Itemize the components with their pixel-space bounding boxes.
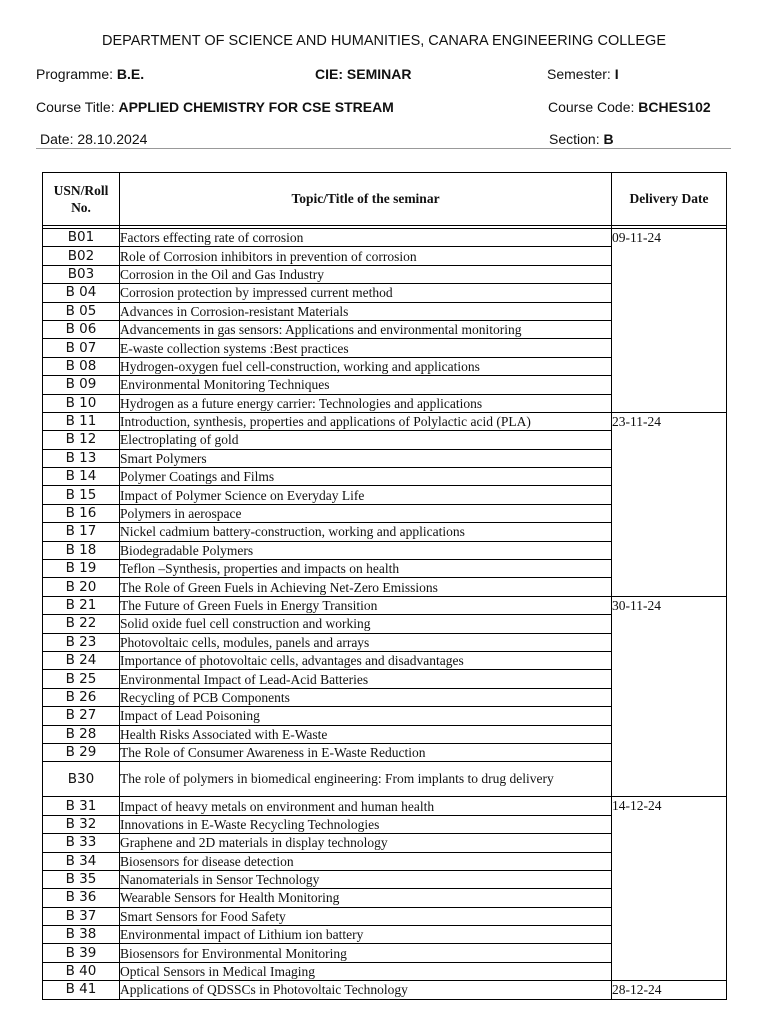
usn-column-header — [43, 173, 120, 226]
usn-cell: B 38 — [43, 926, 120, 944]
date-row — [36, 131, 736, 149]
programme-value: B.E. — [116, 66, 145, 82]
usn-cell: B 28 — [43, 725, 120, 743]
department-heading: DEPARTMENT OF SCIENCE AND HUMANITIES, CANARA ENGINEERING COLLEGE — [102, 33, 666, 49]
semester-value: I — [614, 66, 619, 82]
course-title-label: Course Title: — [36, 99, 119, 115]
course-code-field — [548, 99, 711, 115]
usn-cell: B 25 — [43, 670, 120, 688]
topic-cell: Photovoltaic cells, modules, panels and arrays — [120, 633, 612, 651]
topic-cell: Environmental impact of Lithium ion battery — [120, 926, 612, 944]
topic-cell: Biodegradable Polymers — [120, 541, 612, 559]
usn-cell: B 39 — [43, 944, 120, 962]
topic-cell: Smart Sensors for Food Safety — [120, 907, 612, 925]
section-value: B — [603, 131, 614, 147]
usn-cell: B 07 — [43, 339, 120, 357]
usn-cell: B 04 — [43, 284, 120, 302]
usn-cell: B 13 — [43, 449, 120, 467]
usn-cell: B 35 — [43, 870, 120, 888]
table-header-row — [43, 173, 727, 226]
topic-cell: Introduction, synthesis, properties and applications of Polylactic acid (PLA) — [120, 412, 612, 430]
usn-cell: B 21 — [43, 596, 120, 614]
topic-cell: Impact of Lead Poisoning — [120, 707, 612, 725]
topic-cell: Graphene and 2D materials in display technology — [120, 834, 612, 852]
topic-cell: Optical Sensors in Medical Imaging — [120, 962, 612, 980]
course-title-value: APPLIED CHEMISTRY FOR CSE STREAM — [118, 99, 394, 115]
programme-field — [36, 66, 144, 82]
topic-cell: Impact of heavy metals on environment and human health — [120, 797, 612, 815]
table-row — [43, 412, 727, 430]
date-column-header: Delivery Date — [612, 173, 727, 226]
table-row — [43, 229, 727, 247]
table-row — [43, 797, 727, 815]
delivery-date-cell: 30-11-24 — [612, 596, 727, 797]
delivery-date-cell: 23-11-24 — [612, 412, 727, 596]
usn-cell: B 24 — [43, 651, 120, 669]
seminar-rows — [43, 229, 727, 1000]
semester-label: Semester: — [547, 66, 615, 82]
usn-cell: B 11 — [43, 412, 120, 430]
course-code-value: BCHES102 — [638, 99, 711, 115]
topic-cell: Impact of Polymer Science on Everyday Life — [120, 486, 612, 504]
topic-cell: The Role of Green Fuels in Achieving Net-Zero Emissions — [120, 578, 612, 596]
usn-cell: B 18 — [43, 541, 120, 559]
usn-cell: B 14 — [43, 468, 120, 486]
usn-cell: B 41 — [43, 981, 120, 999]
topic-cell: Wearable Sensors for Health Monitoring — [120, 889, 612, 907]
topic-cell: Smart Polymers — [120, 449, 612, 467]
topic-cell: E-waste collection systems :Best practices — [120, 339, 612, 357]
topic-cell: Biosensors for Environmental Monitoring — [120, 944, 612, 962]
topic-cell: Polymer Coatings and Films — [120, 468, 612, 486]
usn-cell: B 08 — [43, 357, 120, 375]
usn-cell: B01 — [43, 229, 120, 247]
topic-cell: Electroplating of gold — [120, 431, 612, 449]
programme-row — [36, 66, 736, 84]
topic-cell: Hydrogen-oxygen fuel cell-construction, working and applications — [120, 357, 612, 375]
delivery-date-cell: 14-12-24 — [612, 797, 727, 981]
topic-cell: Environmental Impact of Lead-Acid Batteries — [120, 670, 612, 688]
topic-cell: The Future of Green Fuels in Energy Transition — [120, 596, 612, 614]
section-label: Section: — [549, 131, 604, 147]
usn-cell: B 20 — [43, 578, 120, 596]
course-code-label: Course Code: — [548, 99, 639, 115]
usn-cell: B 40 — [43, 962, 120, 980]
topic-cell: Role of Corrosion inhibitors in prevention of corrosion — [120, 247, 612, 265]
topic-cell: Factors effecting rate of corrosion — [120, 229, 612, 247]
usn-cell: B02 — [43, 247, 120, 265]
cie-label: CIE: SEMINAR — [315, 66, 412, 82]
delivery-date-cell: 28-12-24 — [612, 981, 727, 999]
usn-cell: B 17 — [43, 523, 120, 541]
topic-cell: Advancements in gas sensors: Applications and environmental monitoring — [120, 320, 612, 338]
table-row — [43, 596, 727, 614]
topic-cell: Hydrogen as a future energy carrier: Technologies and applications — [120, 394, 612, 412]
topic-cell: Innovations in E-Waste Recycling Technologies — [120, 815, 612, 833]
usn-cell: B 26 — [43, 688, 120, 706]
usn-cell: B 23 — [43, 633, 120, 651]
usn-cell: B 15 — [43, 486, 120, 504]
usn-cell: B 36 — [43, 889, 120, 907]
programme-label: Programme: — [36, 66, 117, 82]
course-row — [36, 99, 736, 117]
usn-cell: B 29 — [43, 743, 120, 761]
usn-header-line1: USN/Roll — [53, 183, 109, 198]
seminar-table — [42, 172, 727, 1000]
usn-cell: B 22 — [43, 615, 120, 633]
section-field — [549, 131, 614, 147]
topic-cell: Solid oxide fuel cell construction and working — [120, 615, 612, 633]
usn-cell: B30 — [43, 762, 120, 797]
topic-cell: Recycling of PCB Components — [120, 688, 612, 706]
usn-cell: B 05 — [43, 302, 120, 320]
date-label: Date: 28.10.2024 — [40, 131, 148, 147]
topic-cell: Teflon –Synthesis, properties and impacts on health — [120, 560, 612, 578]
topic-cell: Corrosion in the Oil and Gas Industry — [120, 265, 612, 283]
topic-cell: The Role of Consumer Awareness in E-Waste Reduction — [120, 743, 612, 761]
topic-cell: Advances in Corrosion-resistant Materials — [120, 302, 612, 320]
topic-cell: Biosensors for disease detection — [120, 852, 612, 870]
usn-cell: B 12 — [43, 431, 120, 449]
usn-cell: B 09 — [43, 376, 120, 394]
course-title-field — [36, 99, 394, 115]
topic-cell: The role of polymers in biomedical engineering: From implants to drug delivery — [120, 762, 612, 797]
usn-cell: B 31 — [43, 797, 120, 815]
semester-field — [547, 66, 619, 82]
usn-cell: B 06 — [43, 320, 120, 338]
topic-cell: Nickel cadmium battery-construction, working and applications — [120, 523, 612, 541]
table-row — [43, 981, 727, 999]
topic-column-header: Topic/Title of the seminar — [120, 173, 612, 226]
delivery-date-cell: 09-11-24 — [612, 229, 727, 413]
usn-cell: B 10 — [43, 394, 120, 412]
topic-cell: Importance of photovoltaic cells, advantages and disadvantages — [120, 651, 612, 669]
topic-cell: Health Risks Associated with E-Waste — [120, 725, 612, 743]
usn-cell: B 27 — [43, 707, 120, 725]
usn-cell: B03 — [43, 265, 120, 283]
usn-cell: B 32 — [43, 815, 120, 833]
usn-cell: B 19 — [43, 560, 120, 578]
usn-cell: B 37 — [43, 907, 120, 925]
topic-cell: Nanomaterials in Sensor Technology — [120, 870, 612, 888]
topic-cell: Environmental Monitoring Techniques — [120, 376, 612, 394]
usn-header-line2: No. — [71, 200, 91, 215]
usn-cell: B 33 — [43, 834, 120, 852]
usn-cell: B 16 — [43, 504, 120, 522]
topic-cell: Applications of QDSSCs in Photovoltaic Technology — [120, 981, 612, 999]
header-divider — [36, 148, 731, 149]
topic-cell: Corrosion protection by impressed current method — [120, 284, 612, 302]
usn-cell: B 34 — [43, 852, 120, 870]
topic-cell: Polymers in aerospace — [120, 504, 612, 522]
